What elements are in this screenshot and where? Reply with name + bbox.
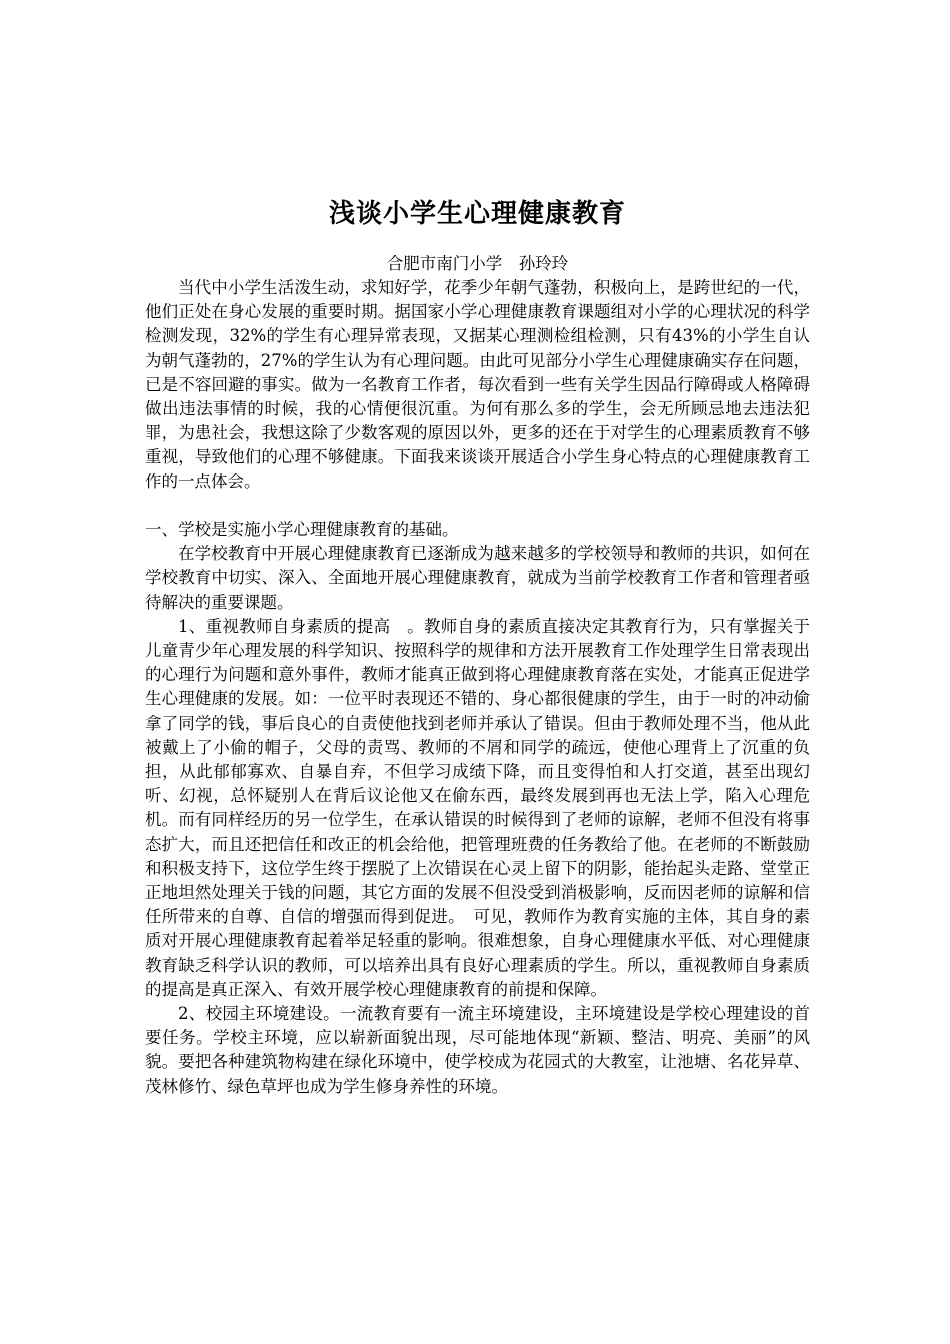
item-2-paragraph: 2、校园主环境建设。一流教育要有一流主环境建设，主环境建设是学校心理建设的首要任务。学校主环境，应以崭新面貌出现，尽可能地体现“新颖、整洁、明亮、美丽”的风貌。要把各种建筑物构建在绿化环境中，使学校成为花园式的大教室，让池塘、名花异草、茂林修竹、绿色草坪也成为学生修身养性的环境。 [145,1004,810,1096]
item-1-paragraph: 1、重视教师自身素质的提高 。教师自身的素质直接决定其教育行为，只有掌握关于儿童青少年心理发展的科学知识、按照科学的规律和方法开展教育工作处理学生日常表现出的心理行为问题和意外事件，教师才能真正做到将心理健康教育落在实处，才能真正促进学生心理健康的发展。如：一位平时表现还不错的、身心都很健康的学生，由于一时的冲动偷拿了同学的钱，事后良心的自责使他找到老师并承认了错误。但由于教师处理不当，他从此被戴上了小偷的帽子，父母的责骂、教师的不屑和同学的疏远，使他心理背上了沉重的负担，从此郁郁寡欢、自暴自弃，不但学习成绩下降，而且变得怕和人打交道，甚至出现幻听、幻视，总怀疑别人在背后议论他又在偷东西，最终发展到再也无法上学，陷入心理危机。而有同样经历的另一位学生，在承认错误的时候得到了老师的谅解，老师不但没有将事态扩大，而且还把信任和改正的机会给他，把管理班费的任务教给了他。在老师的不断鼓励和积极支持下，这位学生终于摆脱了上次错误在心灵上留下的阴影，能抬起头走路、堂堂正正地坦然处理关于钱的问题，其它方面的发展不但没受到消极影响，反而因老师的谅解和信任所带来的自尊、自信的增强而得到促进。 可见，教师作为教育实施的主体，其自身的素质对开展心理健康教育起着举足轻重的影响。很难想象，自身心理健康水平低、对心理健康教育缺乏科学认识的教师，可以培养出具有良好心理素质的学生。所以，重视教师自身素质的提高是真正深入、有效开展学校心理健康教育的前提和保障。 [145,616,810,999]
section1-paragraph: 在学校教育中开展心理健康教育已逐渐成为越来越多的学校领导和教师的共识，如何在学校教育中切实、深入、全面地开展心理健康教育，就成为当前学校教育工作者和管理者亟待解决的重要课题。 [145,544,810,612]
document-title: 浅谈小学生心理健康教育 [328,199,626,229]
blank-line [145,494,810,518]
author-byline: 合肥市南门小学 孙玲玲 [386,254,569,273]
intro-paragraph: 当代中小学生活泼生动，求知好学，花季少年朝气蓬勃，积极向上，是跨世纪的一代，他们正处在身心发展的重要时期。据国家小学心理健康教育课题组对小学的心理状况的科学检测发现，32%的学生有心理异常表现，又据某心理测检组检测，只有43%的小学生自认为朝气蓬勃的，27%的学生认为有心理问题。由此可见部分小学生心理健康确实存在问题，已是不容回避的事实。做为一名教育工作者，每次看到一些有关学生因品行障碍或人格障碍做出违法事情的时候，我的心情便很沉重。为何有那么多的学生，会无所顾忌地去违法犯罪，为患社会，我想这除了少数客观的原因以外，更多的还在于对学生的心理素质教育不够重视，导致他们的心理不够健康。下面我来谈谈开展适合小学生身心特点的心理健康教育工作的一点体会。 [145,278,810,491]
section-heading-1: 一、学校是实施小学心理健康教育的基础。 [145,520,459,540]
document-page [145,196,810,1099]
